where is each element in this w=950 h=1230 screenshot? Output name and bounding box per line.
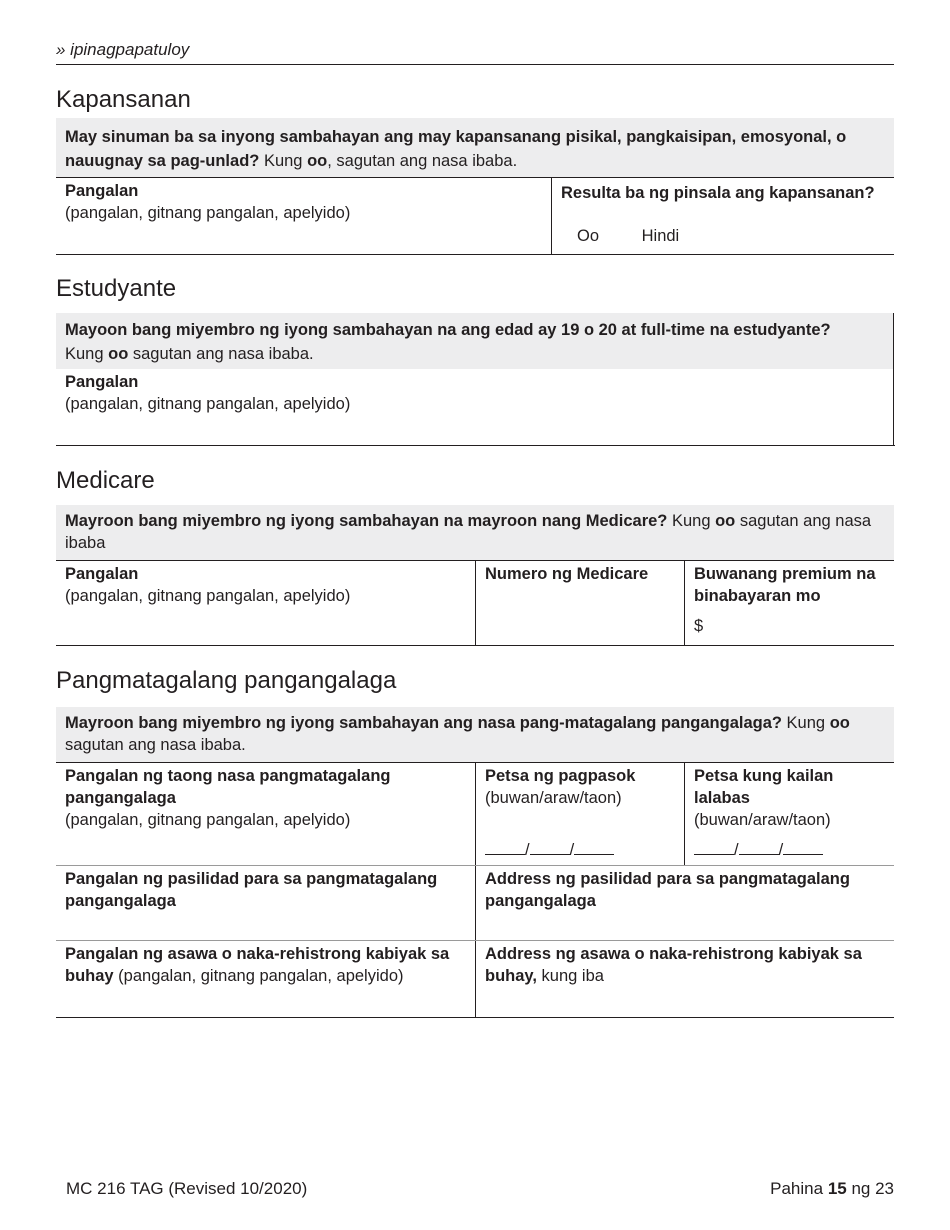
disability-no-option[interactable]: Hindi [641, 227, 680, 245]
disability-injury-label: Resulta ba ng pinsala ang kapansanan? [561, 184, 875, 202]
continued-label: » ipinagpapatuloy [56, 40, 190, 59]
ltc-person-hint: (pangalan, gitnang pangalan, apelyido) [65, 811, 351, 829]
ltc-facility-address-field[interactable] [476, 866, 894, 940]
disability-question-post: , sagutan ang nasa ibaba. [327, 152, 518, 170]
student-name-field[interactable] [56, 369, 894, 445]
ltc-spouse-address-field[interactable] [476, 941, 894, 1018]
disability-table-bottom-rule [56, 254, 894, 255]
ltc-exit-label: Petsa kung kailan lalabas [694, 767, 834, 807]
medicare-name-hint: (pangalan, gitnang pangalan, apelyido) [65, 587, 351, 605]
medicare-question-pre: Kung [667, 512, 716, 530]
ltc-entry-date-field[interactable] [476, 763, 684, 865]
student-question-pre: Kung [65, 345, 109, 363]
form-id: MC 216 TAG (Revised 10/2020) [66, 1179, 308, 1198]
ltc-spouse-address-hint: kung iba [536, 967, 604, 985]
medicare-question-post: sagutan ang nasa ibaba [65, 512, 872, 552]
medicare-name-field[interactable] [56, 561, 475, 645]
ltc-exit-date-blanks[interactable] [694, 839, 823, 861]
ltc-spouse-name-field[interactable] [56, 941, 475, 1018]
ltc-table-bottom-rule [56, 1017, 894, 1018]
student-question-oo: oo [108, 345, 129, 363]
medicare-table-bottom-rule [56, 645, 894, 646]
ltc-spouse-address-label: Address ng asawa o naka-rehistrong kabiyak sa buhay, [485, 945, 862, 985]
ltc-spouse-name-label: Pangalan ng asawa o naka-rehistrong kabiyak sa buhay [65, 945, 450, 985]
section-title-medicare: Medicare [56, 467, 155, 494]
student-name-label: Pangalan [65, 373, 139, 391]
disability-yes-option[interactable]: Oo [577, 227, 600, 245]
medicare-number-field[interactable] [476, 561, 684, 645]
medicare-question [56, 505, 894, 560]
student-name-hint: (pangalan, gitnang pangalan, apelyido) [65, 395, 351, 413]
ltc-person-label: Pangalan ng taong nasa pangmatagalang pangangalaga [65, 767, 391, 807]
medicare-question-text: Mayroon bang miyembro ng iyong sambahayan na mayroon nang Medicare? [65, 512, 668, 530]
date-separator: / [525, 841, 530, 859]
date-separator: / [569, 841, 575, 859]
ltc-exit-date-field[interactable] [685, 763, 894, 865]
disability-question-oo: oo [307, 152, 328, 170]
section-title-student: Estudyante [56, 275, 177, 302]
date-separator: / [734, 841, 739, 859]
student-table-bottom-rule [56, 445, 895, 446]
page-number-post: ng 23 [846, 1179, 894, 1198]
disability-name-label: Pangalan [65, 182, 139, 200]
disability-injury-field [552, 178, 894, 254]
ltc-question [56, 707, 894, 762]
disability-question-pre: Kung [259, 152, 308, 170]
medicare-premium-label: Buwanang premium na binabayaran mo [694, 565, 876, 605]
ltc-question-oo: oo [829, 714, 850, 732]
page-number-pre: Pahina [770, 1179, 828, 1198]
disability-question [56, 118, 894, 177]
page-number-current: 15 [827, 1179, 847, 1198]
disability-name-hint: (pangalan, gitnang pangalan, apelyido) [65, 204, 351, 222]
date-separator: / [778, 841, 784, 859]
ltc-spouse-name-hint: (pangalan, gitnang pangalan, apelyido) [113, 967, 404, 985]
ltc-facility-name-label: Pangalan ng pasilidad para sa pangmatagalang pangangalaga [65, 870, 438, 910]
ltc-entry-label: Petsa ng pagpasok [485, 767, 636, 785]
section-title-disability: Kapansanan [56, 86, 191, 113]
ltc-question-pre: Kung [781, 714, 830, 732]
medicare-name-label: Pangalan [65, 565, 139, 583]
medicare-number-label: Numero ng Medicare [485, 565, 649, 583]
medicare-question-oo: oo [715, 512, 736, 530]
ltc-question-post: sagutan ang nasa ibaba. [65, 736, 246, 754]
medicare-premium-field[interactable] [685, 561, 894, 645]
ltc-exit-hint: (buwan/araw/taon) [694, 811, 831, 829]
header-rule [56, 64, 894, 65]
medicare-dollar-sign: $ [694, 617, 704, 635]
page-number [770, 1179, 894, 1199]
ltc-entry-date-blanks[interactable] [485, 839, 614, 861]
ltc-question-text: Mayroon bang miyembro ng iyong sambahayan ang nasa pang-matagalang pangangalaga? [65, 714, 782, 732]
ltc-entry-hint: (buwan/araw/taon) [485, 789, 622, 807]
disability-question-text: May sinuman ba sa inyong sambahayan ang may kapansanang pisikal, pangkaisipan, emosyonal, o nauugnay sa pag-unlad? [65, 128, 847, 170]
student-question [56, 313, 894, 369]
disability-name-field[interactable] [56, 178, 551, 254]
ltc-facility-address-label: Address ng pasilidad para sa pangmatagalang pangangalaga [485, 870, 850, 910]
student-question-text: Mayoon bang miyembro ng iyong sambahayan na ang edad ay 19 o 20 at full-time na estudyante? [65, 321, 831, 339]
ltc-person-name-field[interactable] [56, 763, 475, 865]
student-question-post: sagutan ang nasa ibaba. [128, 345, 314, 363]
ltc-facility-name-field[interactable] [56, 866, 475, 940]
section-title-long-term-care: Pangmatagalang pangangalaga [56, 667, 397, 694]
